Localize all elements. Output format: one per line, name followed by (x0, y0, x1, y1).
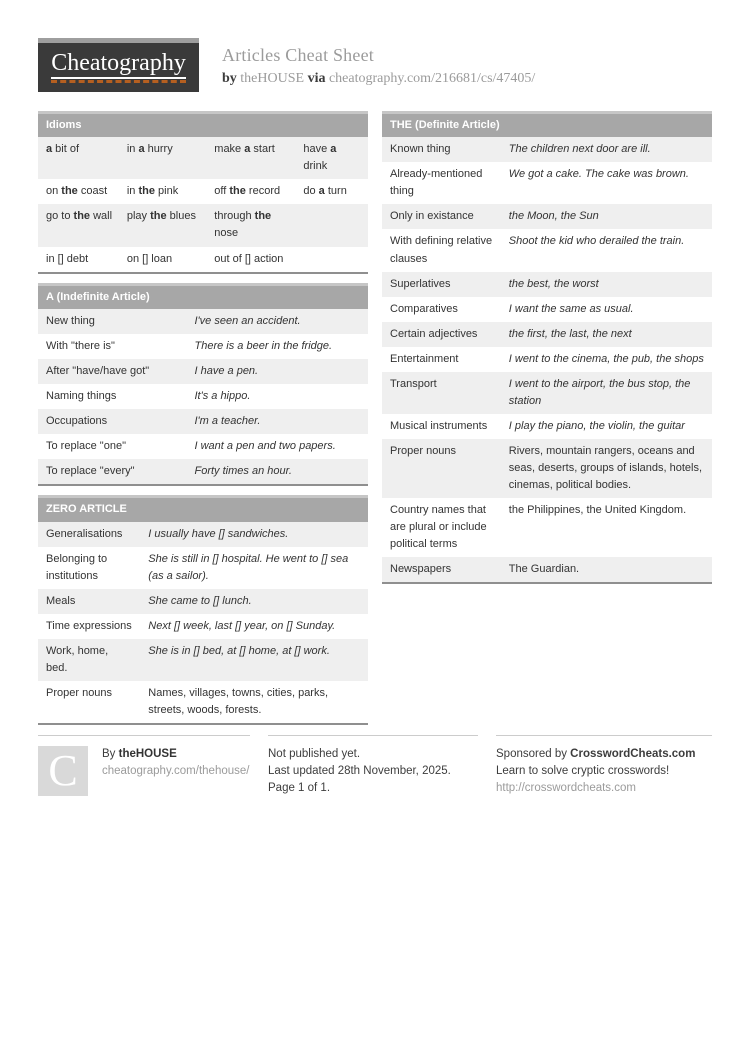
byline-via-word: via (307, 71, 326, 86)
definite-article-table (382, 111, 712, 584)
indefinite-table-body (38, 309, 368, 484)
table-row (38, 639, 368, 681)
row-label: After "have/have got" (46, 364, 150, 377)
footer (38, 735, 712, 797)
idiom-cell: off the record (214, 185, 281, 198)
sponsor-name-link[interactable]: CrosswordCheats.com (570, 747, 696, 760)
row-label: Work, home, bed. (46, 644, 109, 674)
sponsor-tagline: Learn to solve cryptic crosswords! (496, 764, 670, 777)
row-label: Musical instruments (390, 419, 488, 432)
table-title-idioms: Idioms (38, 111, 368, 137)
table-row (38, 384, 368, 409)
right-column (382, 111, 712, 584)
idiom-cell: have a drink (303, 143, 337, 173)
title-block (222, 38, 535, 87)
idiom-cell: a bit of (46, 143, 80, 156)
row-example: It's a hippo. (194, 390, 251, 403)
table-row (38, 137, 368, 179)
footer-byline (102, 746, 249, 763)
idiom-cell: go to the wall (46, 210, 113, 223)
idioms-table-body (38, 137, 368, 271)
table-row (382, 372, 712, 414)
table-row (382, 322, 712, 347)
row-example: the Moon, the Sun (508, 210, 599, 223)
table-row (38, 359, 368, 384)
row-label: Meals (46, 594, 76, 607)
byline (222, 71, 535, 87)
cheatography-logo[interactable] (38, 38, 199, 92)
idiom-cell: out of [] action (214, 252, 284, 265)
left-column (38, 111, 368, 725)
row-label: Generalisations (46, 527, 123, 540)
row-example: the best, the worst (508, 277, 599, 290)
row-example: I want the same as usual. (508, 302, 634, 315)
idiom-cell: in [] debt (46, 252, 89, 265)
table-row (382, 272, 712, 297)
table-row (382, 297, 712, 322)
row-label: Known thing (390, 143, 451, 156)
table-row (382, 347, 712, 372)
table-title-definite: THE (Definite Article) (382, 111, 712, 137)
row-label: Naming things (46, 390, 117, 403)
row-example: Shoot the kid who derailed the train. (508, 235, 685, 248)
idiom-cell: on the coast (46, 185, 108, 198)
zero-article-table (38, 495, 368, 725)
idioms-table (38, 111, 368, 274)
row-example: Names, villages, towns, cities, parks, streets, woods, forests. (148, 686, 329, 716)
table-row (38, 459, 368, 484)
content-columns (38, 111, 712, 725)
row-label: Already-mentioned thing (390, 168, 483, 198)
row-example: I have a pen. (194, 364, 259, 377)
publish-status: Not published yet. (268, 747, 361, 760)
row-label: Belonging to institutions (46, 552, 108, 582)
row-label: With defining relative clauses (390, 235, 493, 265)
table-row (38, 334, 368, 359)
row-label: To replace "every" (46, 465, 135, 478)
row-example: the Philippines, the United Kingdom. (508, 504, 687, 517)
idiom-cell: in a hurry (126, 143, 173, 156)
table-row (382, 162, 712, 204)
table-row (38, 681, 368, 723)
idiom-cell: do a turn (303, 185, 347, 198)
row-label: Comparatives (390, 302, 458, 315)
avatar[interactable]: C (38, 746, 88, 796)
row-label: New thing (46, 314, 95, 327)
table-row (382, 204, 712, 229)
table-row (38, 614, 368, 639)
footer-author-name: theHOUSE (118, 747, 177, 760)
definite-table-body (382, 137, 712, 582)
row-label: Country names that are plural or include political terms (390, 504, 487, 551)
row-example: There is a beer in the fridge. (194, 339, 333, 352)
row-example: I went to the cinema, the pub, the shops (508, 352, 704, 365)
row-label: Newspapers (390, 563, 452, 576)
row-example: Next [] week, last [] year, on [] Sunday. (148, 619, 336, 632)
header (38, 38, 712, 92)
row-example: She is still in [] hospital. He went to [] sea (as a sailor). (148, 552, 349, 582)
table-row (38, 204, 368, 246)
row-label: Proper nouns (390, 444, 457, 457)
idiom-cell: on [] loan (126, 252, 173, 265)
table-title-indefinite: A (Indefinite Article) (38, 283, 368, 309)
row-example: We got a cake. The cake was brown. (508, 168, 689, 181)
footer-meta-section (268, 735, 478, 797)
row-example: Rivers, mountain rangers, oceans and seas, deserts, groups of islands, hotels, cinemas, political bodies. (508, 444, 703, 491)
table-row (38, 309, 368, 334)
author-link[interactable]: theHOUSE (240, 71, 305, 86)
row-label: Proper nouns (46, 686, 113, 699)
row-example: I want a pen and two papers. (194, 440, 336, 453)
indefinite-article-table (38, 283, 368, 487)
table-row (38, 547, 368, 589)
row-label: With "there is" (46, 339, 115, 352)
last-updated: Last updated 28th November, 2025. (268, 764, 451, 777)
idiom-cell: play the blues (126, 210, 196, 223)
table-row (38, 409, 368, 434)
row-example: I usually have [] sandwiches. (148, 527, 289, 540)
table-row (382, 414, 712, 439)
footer-by-word: By (102, 747, 116, 760)
row-example: I'm a teacher. (194, 415, 261, 428)
sponsor-prefix: Sponsored by (496, 747, 567, 760)
row-label: Entertainment (390, 352, 459, 365)
row-label: Only in existance (390, 210, 474, 223)
row-example: I play the piano, the violin, the guitar (508, 419, 685, 432)
row-label: Certain adjectives (390, 327, 478, 340)
row-example: She came to [] lunch. (148, 594, 252, 607)
zero-table-body (38, 522, 368, 723)
row-label: Transport (390, 377, 437, 390)
idiom-cell: in the pink (126, 185, 179, 198)
row-label: To replace "one" (46, 440, 126, 453)
table-row (382, 557, 712, 582)
page-info: Page 1 of 1. (268, 781, 331, 794)
table-title-zero: ZERO ARTICLE (38, 495, 368, 521)
idiom-cell: make a start (214, 143, 275, 156)
table-row (382, 137, 712, 162)
row-example: The Guardian. (508, 563, 580, 576)
footer-author-section (38, 735, 250, 797)
row-example: the first, the last, the next (508, 327, 632, 340)
idiom-cell (295, 204, 368, 246)
cheatography-logo-text: Cheatography (51, 51, 186, 79)
table-row (382, 439, 712, 498)
table-row (38, 522, 368, 547)
table-row (38, 179, 368, 204)
sponsor-line (496, 746, 712, 763)
row-example: I've seen an accident. (194, 314, 301, 327)
table-row (38, 589, 368, 614)
table-row (38, 247, 368, 272)
idiom-cell: through the nose (214, 210, 272, 240)
footer-author-text (102, 746, 249, 797)
footer-author-url-link[interactable]: cheatography.com/thehouse/ (102, 764, 250, 777)
row-label: Occupations (46, 415, 108, 428)
footer-sponsor-section (496, 735, 712, 797)
sponsor-url-link[interactable]: http://crosswordcheats.com (496, 781, 636, 794)
row-example: I went to the airport, the bus stop, the station (508, 377, 691, 407)
table-row (38, 434, 368, 459)
table-row (382, 498, 712, 557)
byline-by-word: by (222, 71, 237, 86)
table-row (382, 229, 712, 271)
row-example: The children next door are ill. (508, 143, 651, 156)
row-label: Superlatives (390, 277, 451, 290)
row-example: She is in [] bed, at [] home, at [] work. (148, 644, 330, 657)
page-title: Articles Cheat Sheet (222, 45, 374, 65)
row-example: Forty times an hour. (194, 465, 292, 478)
idiom-cell (295, 247, 368, 272)
row-label: Time expressions (46, 619, 132, 632)
sheet-url-link[interactable]: cheatography.com/216681/cs/47405/ (328, 71, 536, 86)
